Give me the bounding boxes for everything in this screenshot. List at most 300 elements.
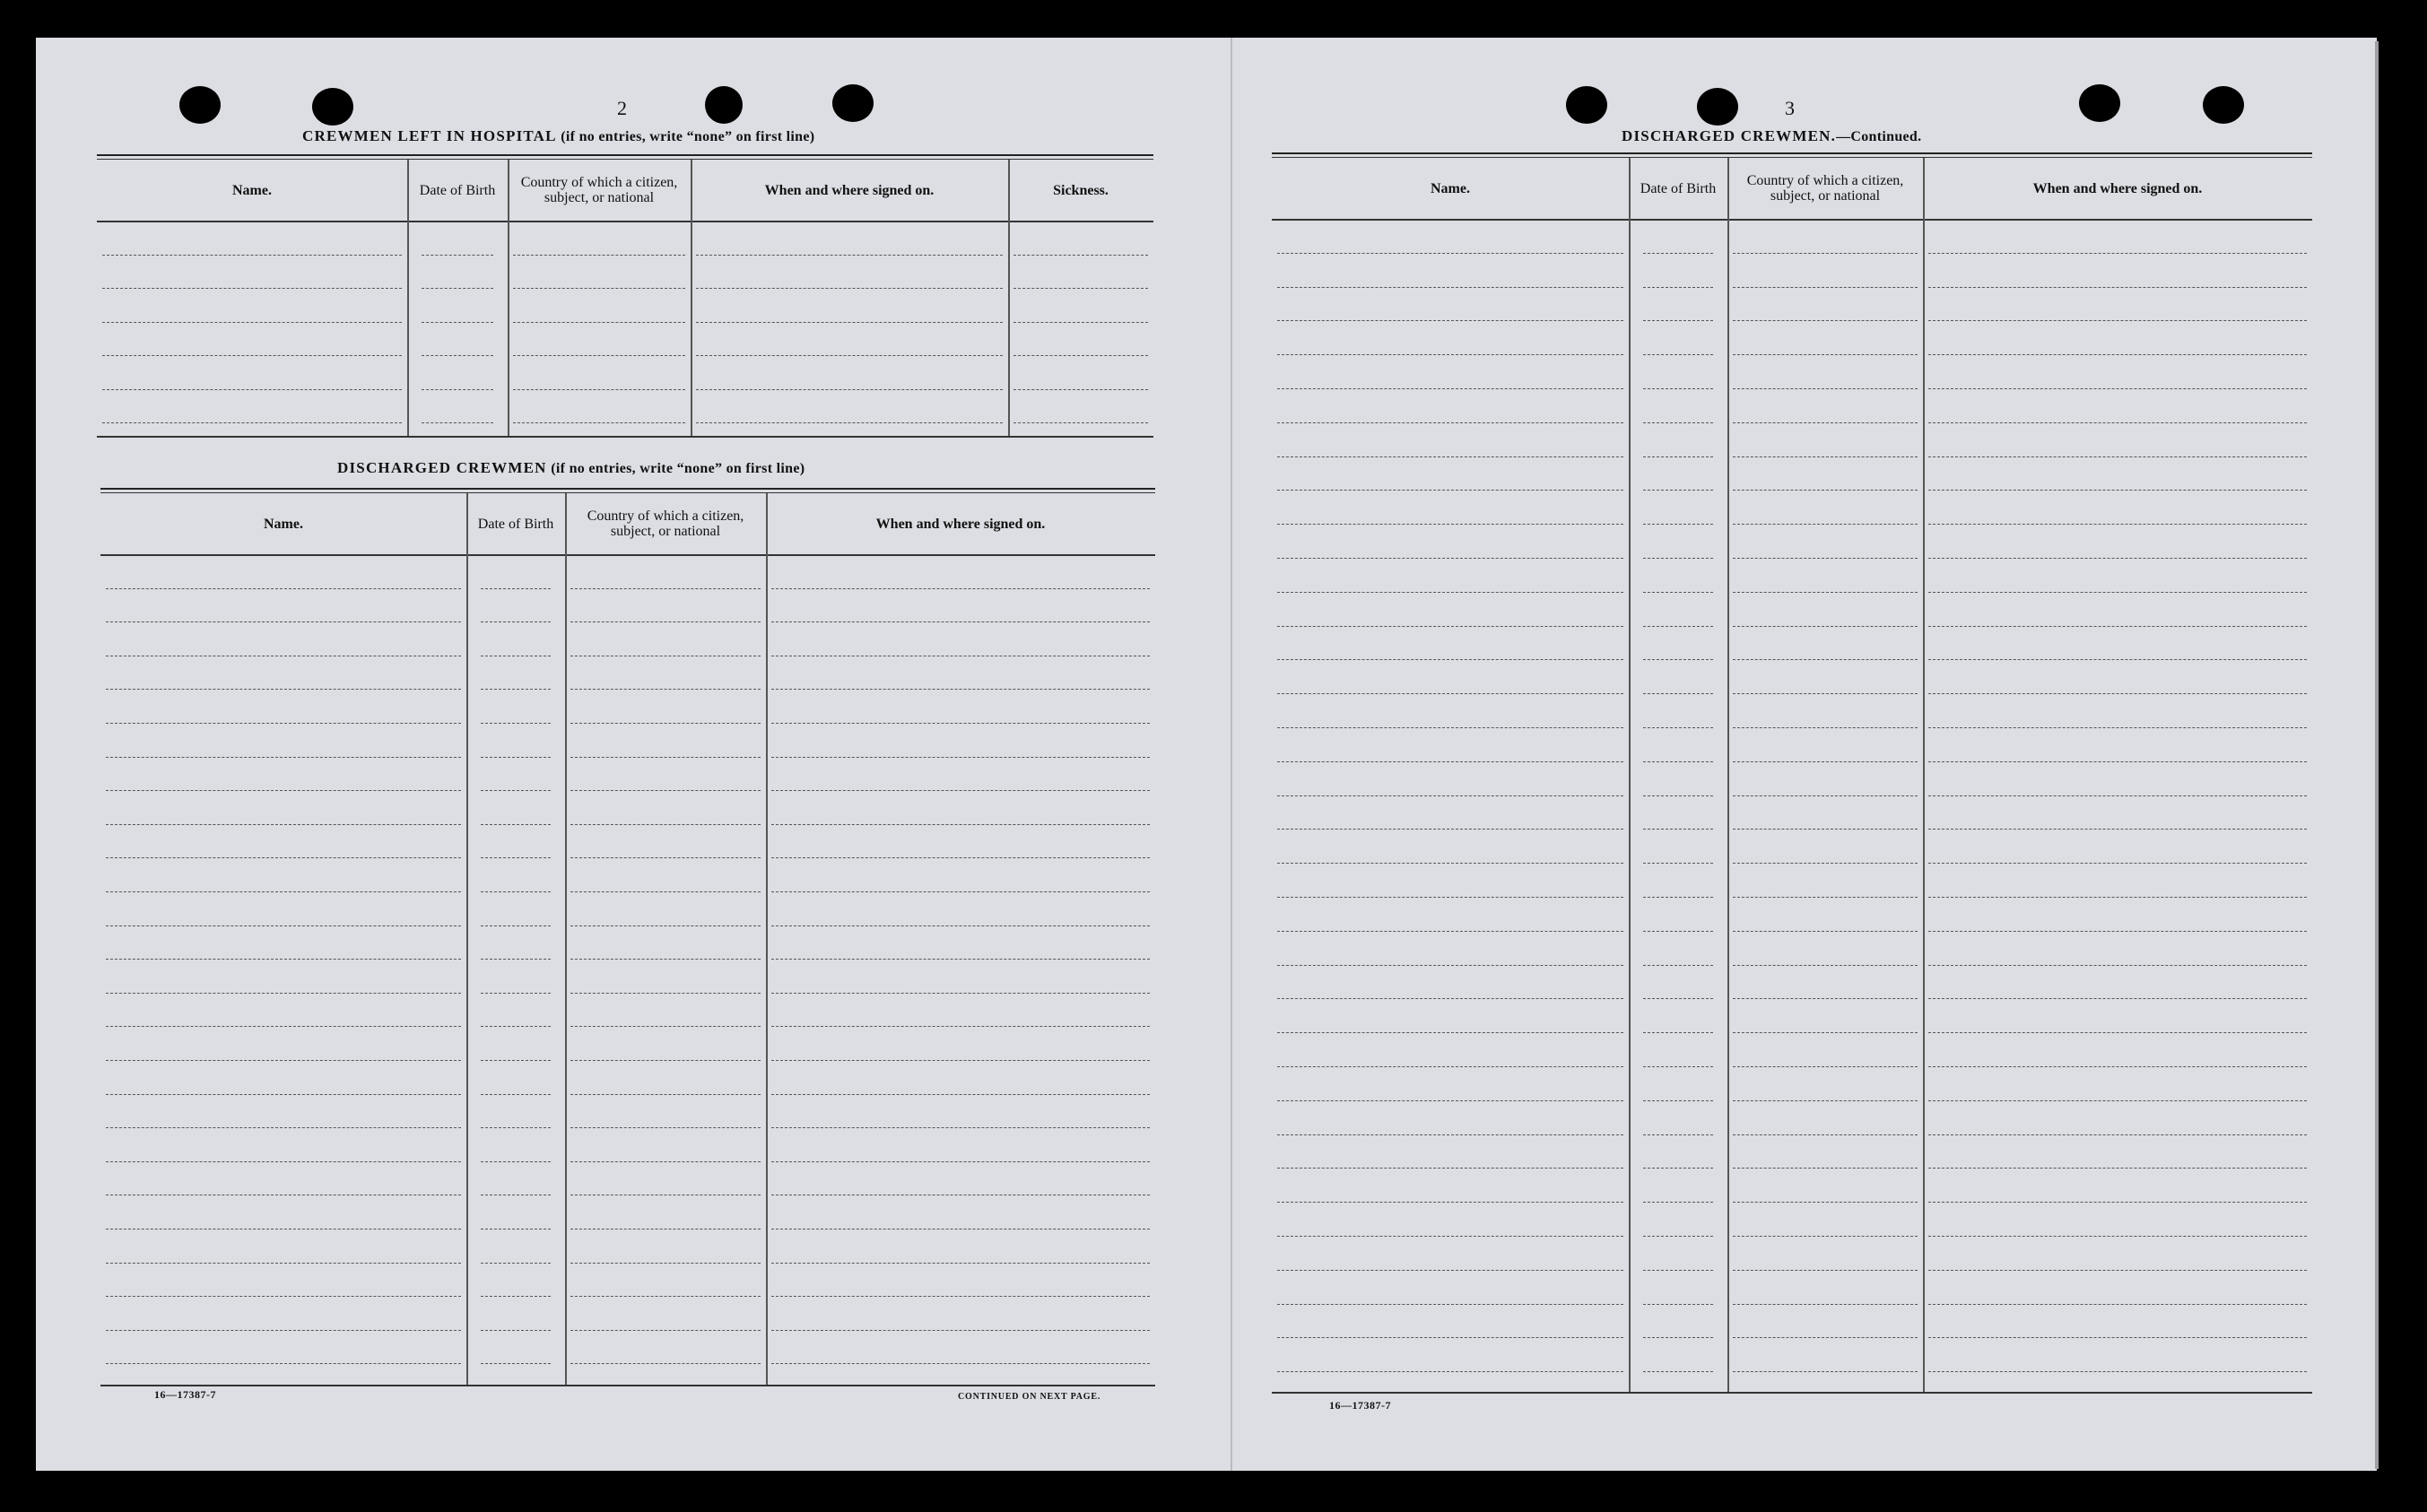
entry-line: [1277, 1304, 1623, 1305]
entry-line: [1928, 1236, 2307, 1237]
entry-line: [771, 1060, 1150, 1061]
entry-line: [771, 1330, 1150, 1331]
entry-line: [1928, 1100, 2307, 1101]
column-header: Date of Birth: [477, 516, 554, 532]
entry-line: [1733, 592, 1918, 593]
entry-line: [1733, 761, 1918, 762]
entry-line: [1277, 659, 1623, 660]
entry-line: [1733, 727, 1918, 728]
column-header: Date of Birth: [419, 182, 496, 198]
entry-line: [106, 925, 461, 926]
entry-line: [696, 288, 1003, 289]
entry-line: [106, 824, 461, 825]
form-number: 16—17387-7: [154, 1388, 216, 1401]
column-divider: [466, 493, 468, 1385]
column-header: Country of which a citizen, subject, or national: [587, 508, 744, 539]
table-top-rule: [1272, 152, 2312, 154]
table-bottom-rule: [100, 1385, 1155, 1386]
entry-line: [422, 322, 493, 323]
entry-line: [771, 757, 1150, 758]
entry-line: [1733, 863, 1918, 864]
entry-line: [481, 1363, 551, 1364]
entry-line: [771, 891, 1150, 892]
entry-line: [1277, 1066, 1623, 1067]
entry-line: [1928, 354, 2307, 355]
entry-line: [422, 288, 493, 289]
entry-line: [696, 322, 1003, 323]
entry-line: [1928, 1202, 2307, 1203]
entry-line: [1013, 322, 1148, 323]
entry-line: [1928, 1168, 2307, 1169]
entry-line: [1733, 1100, 1918, 1101]
entry-line: [1277, 253, 1623, 254]
page-number: 3: [1785, 97, 1795, 119]
column-header: Date of Birth: [1640, 180, 1717, 196]
entry-line: [1277, 1236, 1623, 1237]
entry-line: [481, 1296, 551, 1297]
entry-line: [1643, 693, 1713, 694]
entry-line: [1643, 592, 1713, 593]
entry-line: [570, 588, 761, 589]
entry-line: [1277, 592, 1623, 593]
entry-line: [106, 621, 461, 622]
entry-line: [1277, 1337, 1623, 1338]
entry-line: [1277, 1270, 1623, 1271]
entry-line: [570, 925, 761, 926]
punch-hole: [312, 88, 353, 126]
punch-hole: [1697, 88, 1738, 126]
column-divider: [766, 493, 768, 1385]
column-divider: [508, 160, 509, 436]
entry-line: [1733, 1304, 1918, 1305]
entry-line: [1643, 626, 1713, 627]
entry-line: [1277, 490, 1623, 491]
entry-line: [1928, 1032, 2307, 1033]
column-header: Name.: [232, 182, 272, 198]
entry-line: [771, 925, 1150, 926]
entry-line: [106, 790, 461, 791]
entry-line: [1733, 626, 1918, 627]
entry-line: [1277, 1168, 1623, 1169]
page-gutter: [1231, 38, 1232, 1471]
entry-line: [1928, 761, 2307, 762]
entry-line: [1643, 727, 1713, 728]
entry-line: [1928, 1270, 2307, 1271]
entry-line: [102, 255, 402, 256]
entry-line: [1013, 422, 1148, 423]
entry-line: [1928, 422, 2307, 423]
entry-line: [771, 723, 1150, 724]
entry-line: [1733, 829, 1918, 830]
entry-line: [1643, 1371, 1713, 1372]
punch-hole: [2203, 86, 2244, 124]
entry-line: [1643, 490, 1713, 491]
entry-line: [1643, 998, 1713, 999]
entry-line: [481, 1060, 551, 1061]
column-header: Sickness.: [1053, 182, 1109, 198]
hospital-table: [97, 154, 1153, 438]
entry-line: [481, 925, 551, 926]
entry-line: [106, 757, 461, 758]
entry-line: [1928, 388, 2307, 389]
entry-line: [1733, 1270, 1918, 1271]
entry-line: [422, 255, 493, 256]
entry-line: [1643, 795, 1713, 796]
entry-line: [106, 959, 461, 960]
entry-line: [570, 1330, 761, 1331]
entry-line: [1643, 1202, 1713, 1203]
column-divider: [407, 160, 409, 436]
discharged-table: [100, 488, 1155, 1386]
entry-line: [1733, 1066, 1918, 1067]
page-number: 2: [617, 97, 627, 119]
form-number: 16—17387-7: [1329, 1399, 1391, 1412]
entry-line: [1643, 524, 1713, 525]
entry-line: [106, 1060, 461, 1061]
entry-line: [570, 993, 761, 994]
discharged-continued-title: DISCHARGED CREWMEN.—Continued.: [1622, 127, 1922, 144]
entry-line: [1733, 1371, 1918, 1372]
entry-line: [1277, 693, 1623, 694]
entry-line: [102, 389, 402, 390]
entry-line: [513, 288, 685, 289]
entry-line: [1928, 1304, 2307, 1305]
entry-line: [1643, 1100, 1713, 1101]
entry-line: [1928, 320, 2307, 321]
entry-line: [1928, 727, 2307, 728]
entry-line: [1277, 287, 1623, 288]
entry-line: [570, 1060, 761, 1061]
discharged-continued-table: [1272, 152, 2312, 1394]
entry-line: [481, 621, 551, 622]
entry-line: [1643, 253, 1713, 254]
entry-line: [481, 857, 551, 858]
entry-line: [1643, 1236, 1713, 1237]
column-header: Name.: [264, 516, 303, 532]
hospital-section-title: CREWMEN LEFT IN HOSPITAL (if no entries, write “none” on first line): [302, 127, 815, 144]
entry-line: [106, 723, 461, 724]
entry-line: [481, 1127, 551, 1128]
punch-hole: [832, 84, 874, 122]
entry-line: [106, 1296, 461, 1297]
entry-line: [771, 1263, 1150, 1264]
table-top-rule: [100, 488, 1155, 490]
entry-line: [422, 355, 493, 356]
entry-line: [1928, 829, 2307, 830]
entry-line: [1277, 998, 1623, 999]
entry-line: [1733, 320, 1918, 321]
entry-line: [1277, 354, 1623, 355]
entry-line: [1643, 422, 1713, 423]
header-rule: [97, 221, 1153, 222]
entry-line: [570, 1229, 761, 1230]
entry-line: [1277, 422, 1623, 423]
entry-line: [1013, 389, 1148, 390]
entry-line: [106, 689, 461, 690]
entry-line: [1733, 693, 1918, 694]
entry-line: [1733, 965, 1918, 966]
entry-line: [1643, 320, 1713, 321]
entry-line: [1928, 524, 2307, 525]
entry-line: [481, 1094, 551, 1095]
entry-line: [1733, 354, 1918, 355]
entry-line: [481, 891, 551, 892]
entry-line: [1733, 422, 1918, 423]
entry-line: [481, 959, 551, 960]
entry-line: [570, 959, 761, 960]
entry-line: [570, 1363, 761, 1364]
entry-line: [1643, 388, 1713, 389]
entry-line: [106, 1127, 461, 1128]
entry-line: [481, 723, 551, 724]
entry-line: [1643, 863, 1713, 864]
entry-line: [570, 1026, 761, 1027]
entry-line: [771, 790, 1150, 791]
entry-line: [771, 689, 1150, 690]
entry-line: [1733, 659, 1918, 660]
entry-line: [1733, 287, 1918, 288]
entry-line: [513, 255, 685, 256]
entry-line: [771, 993, 1150, 994]
entry-line: [1733, 1236, 1918, 1237]
entry-line: [570, 723, 761, 724]
entry-line: [696, 422, 1003, 423]
table-bottom-rule: [97, 436, 1153, 438]
entry-line: [102, 422, 402, 423]
entry-line: [513, 322, 685, 323]
entry-line: [102, 355, 402, 356]
page-edge: [2375, 41, 2379, 1469]
entry-line: [1277, 1100, 1623, 1101]
entry-line: [1733, 897, 1918, 898]
entry-line: [1928, 659, 2307, 660]
entry-line: [1643, 829, 1713, 830]
entry-line: [1277, 965, 1623, 966]
entry-line: [1643, 354, 1713, 355]
entry-line: [696, 389, 1003, 390]
entry-line: [1643, 1337, 1713, 1338]
entry-line: [771, 857, 1150, 858]
entry-line: [513, 422, 685, 423]
header-rule: [100, 554, 1155, 556]
entry-line: [1277, 1032, 1623, 1033]
entry-line: [1928, 626, 2307, 627]
entry-line: [106, 993, 461, 994]
entry-line: [106, 1263, 461, 1264]
entry-line: [1928, 592, 2307, 593]
entry-line: [1643, 287, 1713, 288]
column-divider: [691, 160, 692, 436]
entry-line: [1277, 626, 1623, 627]
entry-line: [481, 1229, 551, 1230]
entry-line: [1013, 255, 1148, 256]
entry-line: [1277, 795, 1623, 796]
table-bottom-rule: [1272, 1392, 2312, 1394]
entry-line: [771, 621, 1150, 622]
column-divider: [1008, 160, 1010, 436]
entry-line: [1277, 931, 1623, 932]
entry-line: [1277, 456, 1623, 457]
entry-line: [481, 1330, 551, 1331]
entry-line: [570, 1296, 761, 1297]
entry-line: [513, 389, 685, 390]
entry-line: [1733, 456, 1918, 457]
entry-line: [481, 993, 551, 994]
entry-line: [481, 757, 551, 758]
entry-line: [481, 588, 551, 589]
entry-line: [570, 1263, 761, 1264]
entry-line: [1277, 1202, 1623, 1203]
entry-line: [570, 689, 761, 690]
column-divider: [1923, 158, 1925, 1392]
entry-line: [1643, 456, 1713, 457]
entry-line: [1928, 998, 2307, 999]
entry-line: [1928, 965, 2307, 966]
entry-line: [570, 1161, 761, 1162]
entry-line: [106, 588, 461, 589]
entry-line: [1643, 659, 1713, 660]
column-header: Name.: [1431, 180, 1470, 196]
entry-line: [570, 857, 761, 858]
entry-line: [1928, 253, 2307, 254]
column-header: Country of which a citizen, subject, or national: [520, 175, 678, 205]
entry-line: [481, 1161, 551, 1162]
entry-line: [1928, 1371, 2307, 1372]
entry-line: [570, 790, 761, 791]
entry-line: [1733, 1202, 1918, 1203]
entry-line: [570, 824, 761, 825]
entry-line: [1733, 524, 1918, 525]
entry-line: [570, 621, 761, 622]
entry-line: [771, 824, 1150, 825]
entry-line: [481, 689, 551, 690]
entry-line: [1643, 965, 1713, 966]
entry-line: [570, 757, 761, 758]
entry-line: [1928, 490, 2307, 491]
entry-line: [1643, 1032, 1713, 1033]
column-header: When and where signed on.: [2032, 180, 2203, 196]
table-top-rule: [100, 492, 1155, 493]
entry-line: [771, 959, 1150, 960]
entry-line: [1928, 558, 2307, 559]
entry-line: [106, 1363, 461, 1364]
punch-hole: [705, 86, 743, 124]
entry-line: [771, 1296, 1150, 1297]
entry-line: [106, 1330, 461, 1331]
entry-line: [481, 1263, 551, 1264]
entry-line: [1733, 388, 1918, 389]
entry-line: [1277, 320, 1623, 321]
entry-line: [771, 1127, 1150, 1128]
entry-line: [1928, 1066, 2307, 1067]
entry-line: [1733, 490, 1918, 491]
entry-line: [1643, 1168, 1713, 1169]
column-divider: [1629, 158, 1631, 1392]
discharged-section-title: DISCHARGED CREWMEN (if no entries, write “none” on first line): [337, 459, 805, 476]
entry-line: [1643, 897, 1713, 898]
entry-line: [1277, 761, 1623, 762]
entry-line: [106, 1094, 461, 1095]
entry-line: [1013, 355, 1148, 356]
entry-line: [771, 1363, 1150, 1364]
entry-line: [771, 588, 1150, 589]
entry-line: [570, 1094, 761, 1095]
column-divider: [565, 493, 567, 1385]
entry-line: [102, 288, 402, 289]
entry-line: [771, 1229, 1150, 1230]
entry-line: [1643, 1270, 1713, 1271]
entry-line: [1733, 998, 1918, 999]
entry-line: [696, 255, 1003, 256]
entry-line: [1928, 1337, 2307, 1338]
entry-line: [1928, 1134, 2307, 1135]
entry-line: [1928, 795, 2307, 796]
entry-line: [102, 322, 402, 323]
entry-line: [1928, 287, 2307, 288]
entry-line: [106, 857, 461, 858]
entry-line: [771, 1094, 1150, 1095]
punch-hole: [1566, 86, 1607, 124]
entry-line: [1277, 1371, 1623, 1372]
header-rule: [1272, 219, 2312, 221]
entry-line: [1928, 456, 2307, 457]
entry-line: [771, 1026, 1150, 1027]
entry-line: [422, 422, 493, 423]
entry-line: [481, 1026, 551, 1027]
entry-line: [1733, 795, 1918, 796]
entry-line: [1643, 1066, 1713, 1067]
entry-line: [570, 1127, 761, 1128]
entry-line: [1928, 897, 2307, 898]
entry-line: [1733, 1134, 1918, 1135]
entry-line: [106, 891, 461, 892]
column-header: When and where signed on.: [764, 182, 935, 198]
entry-line: [1928, 931, 2307, 932]
entry-line: [1277, 727, 1623, 728]
entry-line: [1733, 931, 1918, 932]
entry-line: [1643, 761, 1713, 762]
punch-hole: [2079, 84, 2120, 122]
entry-line: [1643, 1134, 1713, 1135]
table-top-rule: [97, 159, 1153, 160]
column-divider: [1727, 158, 1729, 1392]
entry-line: [1013, 288, 1148, 289]
entry-line: [1733, 1032, 1918, 1033]
entry-line: [1277, 897, 1623, 898]
punch-hole: [179, 86, 221, 124]
entry-line: [1277, 558, 1623, 559]
table-top-rule: [1272, 157, 2312, 158]
entry-line: [422, 389, 493, 390]
entry-line: [106, 1229, 461, 1230]
entry-line: [1733, 558, 1918, 559]
entry-line: [1277, 829, 1623, 830]
entry-line: [1643, 931, 1713, 932]
entry-line: [481, 824, 551, 825]
entry-line: [1643, 558, 1713, 559]
entry-line: [1277, 524, 1623, 525]
entry-line: [1277, 863, 1623, 864]
entry-line: [1928, 863, 2307, 864]
entry-line: [771, 1161, 1150, 1162]
continued-note: CONTINUED ON NEXT PAGE.: [958, 1392, 1101, 1402]
entry-line: [1928, 693, 2307, 694]
entry-line: [1733, 1168, 1918, 1169]
entry-line: [106, 1026, 461, 1027]
column-header: Country of which a citizen, subject, or national: [1746, 173, 1904, 204]
entry-line: [1733, 253, 1918, 254]
entry-line: [1733, 1337, 1918, 1338]
